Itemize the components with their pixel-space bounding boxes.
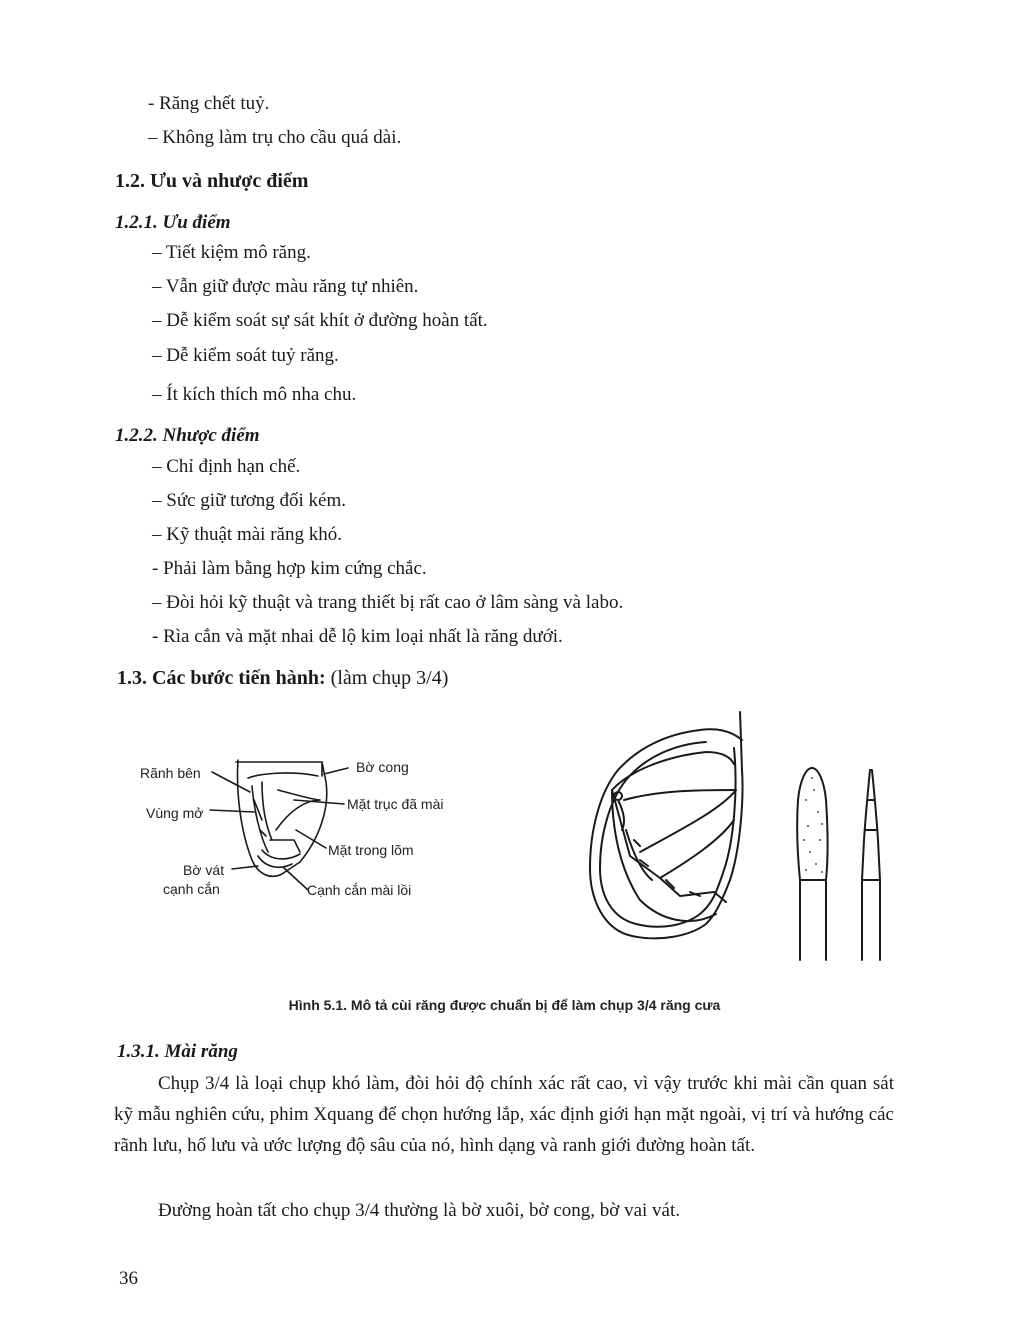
list-item: – Vẫn giữ được màu răng tự nhiên. <box>152 276 419 297</box>
body-paragraph: Chụp 3/4 là loại chụp khó làm, đòi hỏi độ chính xác rất cao, vì vậy trước khi mài cần quan sát kỹ mẫu nghiên cứu, phim Xquang để chọn hướng lắp, xác định giới hạn mặt ngoài, vị trí và hướng các rãnh lưu, hố lưu và ước lượng độ sâu của nó, hình dạng và ranh giới đường hoàn tất. <box>114 1073 894 1156</box>
section-heading-bold: 1.3. Các bước tiến hành: <box>117 667 326 689</box>
label-canh-can-mai: Cạnh cắn mài lồi <box>307 882 412 898</box>
list-item: – Sức giữ tương đối kém. <box>152 490 346 511</box>
list-item: - Rìa cắn và mặt nhai dễ lộ kim loại nhất là răng dưới. <box>152 626 563 647</box>
label-mat-truc: Mặt trục đã mài <box>347 796 444 812</box>
figure-caption: Hình 5.1. Mô tả cùi răng được chuẩn bị để làm chụp 3/4 răng cưa <box>288 997 721 1013</box>
list-item: – Ít kích thích mô nha chu. <box>152 384 357 405</box>
list-item: – Kỹ thuật mài răng khó. <box>152 524 342 545</box>
list-item: - Răng chết tuỷ. <box>148 93 270 114</box>
section-heading-note: (làm chụp 3/4) <box>325 667 449 689</box>
body-paragraph: Đường hoàn tất cho chụp 3/4 thường là bờ xuôi, bờ cong, bờ vai vát. <box>158 1200 680 1221</box>
label-vung-mo: Vùng mở <box>146 805 204 821</box>
label-mat-trong: Mặt trong lõm <box>328 842 414 858</box>
subsection-heading: 1.2.1. Ưu điểm <box>115 212 231 233</box>
list-item: – Tiết kiệm mô răng. <box>152 242 311 263</box>
label-bo-vat: Bờ vát <box>183 862 225 878</box>
list-item: – Dễ kiểm soát tuỷ răng. <box>152 345 339 366</box>
subsection-heading: 1.2.2. Nhược điểm <box>115 425 260 446</box>
label-ranh-ben: Rãnh bên <box>140 765 201 781</box>
list-item: – Đòi hỏi kỹ thuật và trang thiết bị rất cao ở lâm sàng và labo. <box>152 592 624 613</box>
list-item: – Chỉ định hạn chế. <box>152 456 301 477</box>
label-canh-can: cạnh cắn <box>163 881 220 897</box>
list-item: - Phải làm bằng hợp kim cứng chắc. <box>152 558 427 579</box>
section-heading: 1.2. Ưu và nhược điểm <box>115 170 309 192</box>
list-item: – Dễ kiểm soát sự sát khít ở đường hoàn tất. <box>152 310 488 331</box>
page-number: 36 <box>119 1268 138 1289</box>
label-bo-cong: Bờ cong <box>356 759 409 775</box>
list-item: – Không làm trụ cho cầu quá dài. <box>148 127 402 148</box>
subsection-heading: 1.3.1. Mài răng <box>117 1041 238 1062</box>
